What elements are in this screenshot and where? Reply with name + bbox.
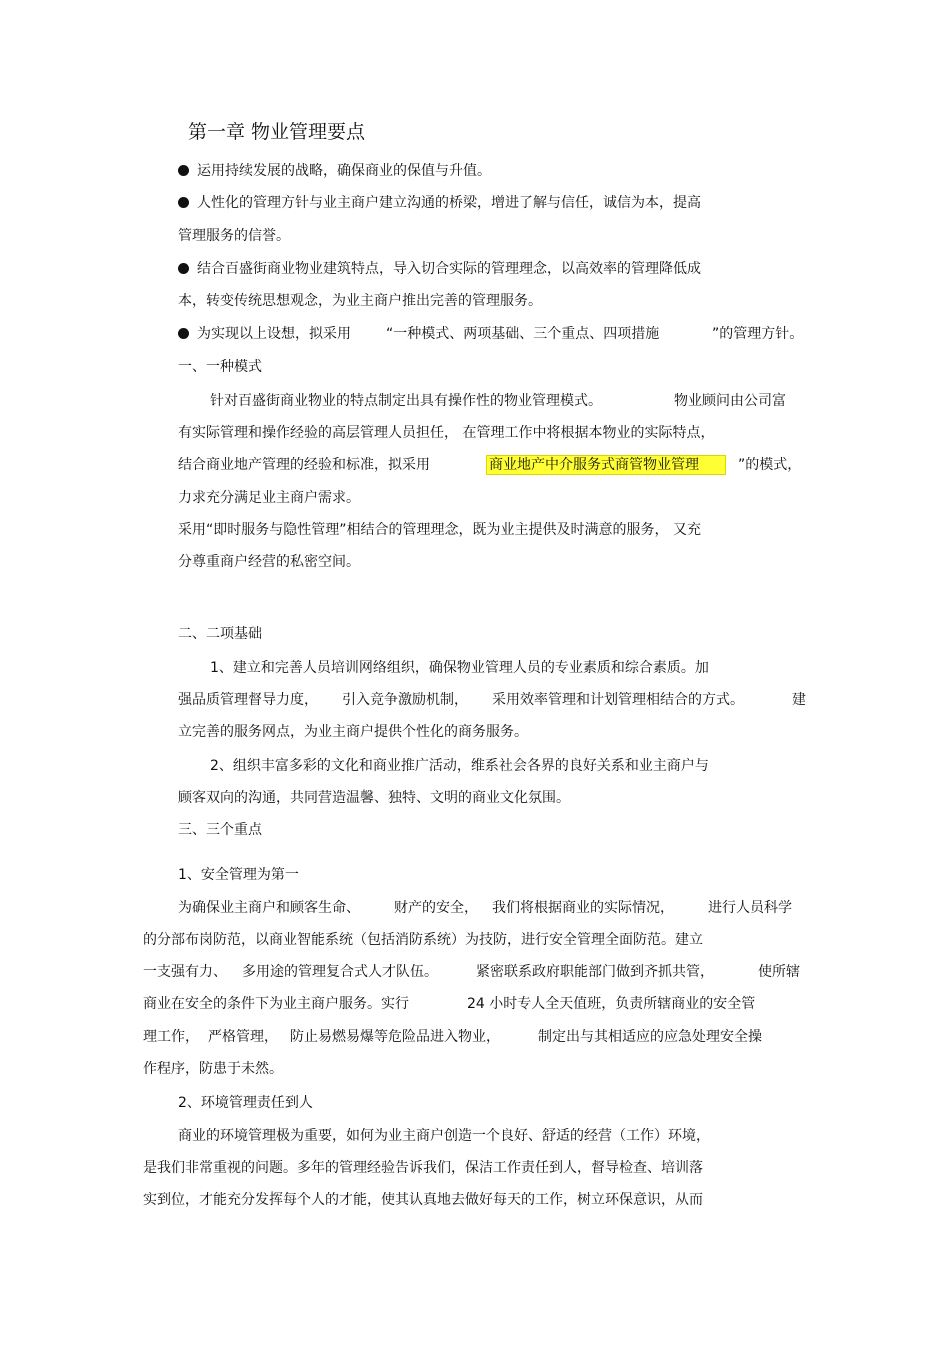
sec1-line-2: 有实际管理和操作经验的高层管理人员担任， 在管理工作中将根据本物业的实际特点， <box>178 425 715 441</box>
sec1-line-3b: ”的模式， <box>738 457 802 473</box>
sec1-line-3a: 结合商业地产管理的经验和标准，拟采用 <box>178 457 430 473</box>
sec1-para2-line-1: 采用“即时服务与隐性管理”相结合的管理理念，既为业主提供及时满意的服务， 又充 <box>178 522 701 538</box>
sec3-s1-line-6: 作程序，防患于未然。 <box>143 1061 283 1077</box>
sec3-s1-line-3c: 紧密联系政府职能部门做到齐抓共管， <box>476 964 714 980</box>
sec1-highlight <box>486 455 726 475</box>
sec1-line-4: 力求充分满足业主商户需求。 <box>178 490 360 506</box>
section-heading-1: 一、一种模式 <box>178 359 262 375</box>
sec3-s1-line-3a: 一支强有力、 <box>143 964 227 980</box>
bullet-item-2-cont: 管理服务的信誉。 <box>178 228 290 244</box>
sec2-item1-line-1: 1、建立和完善人员培训网络组织，确保物业管理人员的专业素质和综合素质。加 <box>210 660 709 676</box>
sec3-s1-line-5d: 制定出与其相适应的应急处理安全操 <box>538 1029 762 1045</box>
bullet-item-3-cont: 本，转变传统思想观念，为业主商户推出完善的管理服务。 <box>178 293 542 309</box>
chapter-title: 第一章 物业管理要点 <box>188 121 366 143</box>
sec2-item1-line-2a: 强品质管理督导力度， <box>178 692 318 708</box>
sec3-s1-line-5c: 防止易燃易爆等危险品进入物业， <box>290 1029 500 1045</box>
sec3-s1-line-1d: 进行人员科学 <box>708 900 792 916</box>
bullet-item-3: 结合百盛街商业物业建筑特点，导入切合实际的管理理念，以高效率的管理降低成 <box>178 259 701 279</box>
sec1-line-1b: 物业顾问由公司富 <box>674 393 786 409</box>
highlighted-text: 商业地产中介服务式商管物业管理 <box>486 455 726 475</box>
sec3-s1-line-2: 的分部布岗防范，以商业智能系统（包括消防系统）为技防，进行安全管理全面防范。建立 <box>143 932 703 948</box>
sec3-s1-line-4b: 24 小时专人全天值班，负责所辖商业的安全管 <box>467 996 756 1012</box>
bullet-item-2: 人性化的管理方针与业主商户建立沟通的桥梁，增进了解与信任，诚信为本，提高 <box>178 193 701 213</box>
bullet-dot-icon <box>178 197 189 208</box>
bullet-item-4: 为实现以上设想，拟采用 <box>178 324 351 344</box>
bullet-dot-icon <box>178 328 189 339</box>
bullet-item-4-end: ”的管理方针。 <box>712 326 804 342</box>
sec3-sub-heading-2: 2、环境管理责任到人 <box>178 1095 313 1111</box>
sec2-item1-line-2c: 采用效率管理和计划管理相结合的方式。 <box>492 692 744 708</box>
sec3-s1-line-4a: 商业在安全的条件下为业主商户服务。实行 <box>143 996 409 1012</box>
sec3-s1-line-3b: 多用途的管理复合式人才队伍。 <box>242 964 438 980</box>
bullet-item-1: 运用持续发展的战略，确保商业的保值与升值。 <box>178 161 491 181</box>
sec1-line-1a: 针对百盛街商业物业的特点制定出具有操作性的物业管理模式。 <box>210 393 602 409</box>
sec3-s2-line-2: 是我们非常重视的问题。多年的管理经验告诉我们，保洁工作责任到人，督导检查、培训落 <box>143 1160 703 1176</box>
bullet-dot-icon <box>178 165 189 176</box>
sec2-item1-line-2b: 引入竞争激励机制， <box>342 692 468 708</box>
sec3-s1-line-1b: 财产的安全， <box>394 900 478 916</box>
sec2-item2-line-1: 2、组织丰富多彩的文化和商业推广活动，维系社会各界的良好关系和业主商户与 <box>210 758 709 774</box>
sec1-para2-line-2: 分尊重商户经营的私密空间。 <box>178 554 360 570</box>
section-heading-2: 二、二项基础 <box>178 626 262 642</box>
sec2-item2-line-2: 顾客双向的沟通，共同营造温馨、独特、文明的商业文化氛围。 <box>178 790 570 806</box>
sec3-sub-heading-1: 1、安全管理为第一 <box>178 867 299 883</box>
section-heading-3: 三、三个重点 <box>178 822 262 838</box>
sec3-s2-line-3: 实到位，才能充分发挥每个人的才能，使其认真地去做好每天的工作，树立环保意识，从而 <box>143 1192 703 1208</box>
bullet-dot-icon <box>178 263 189 274</box>
sec3-s1-line-5b: 严格管理， <box>208 1029 278 1045</box>
bullet-item-4-quote: “一种模式、两项基础、三个重点、四项措施 <box>386 326 660 342</box>
sec2-item1-line-2d: 建 <box>792 692 806 708</box>
sec3-s1-line-1c: 我们将根据商业的实际情况， <box>492 900 674 916</box>
sec3-s2-line-1: 商业的环境管理极为重要，如何为业主商户创造一个良好、舒适的经营（工作）环境， <box>178 1128 710 1144</box>
sec2-item1-line-3: 立完善的服务网点，为业主商户提供个性化的商务服务。 <box>178 724 528 740</box>
sec3-s1-line-3d: 使所辖 <box>758 964 800 980</box>
sec3-s1-line-5a: 理工作， <box>143 1029 199 1045</box>
sec3-s1-line-1a: 为确保业主商户和顾客生命、 <box>178 900 360 916</box>
